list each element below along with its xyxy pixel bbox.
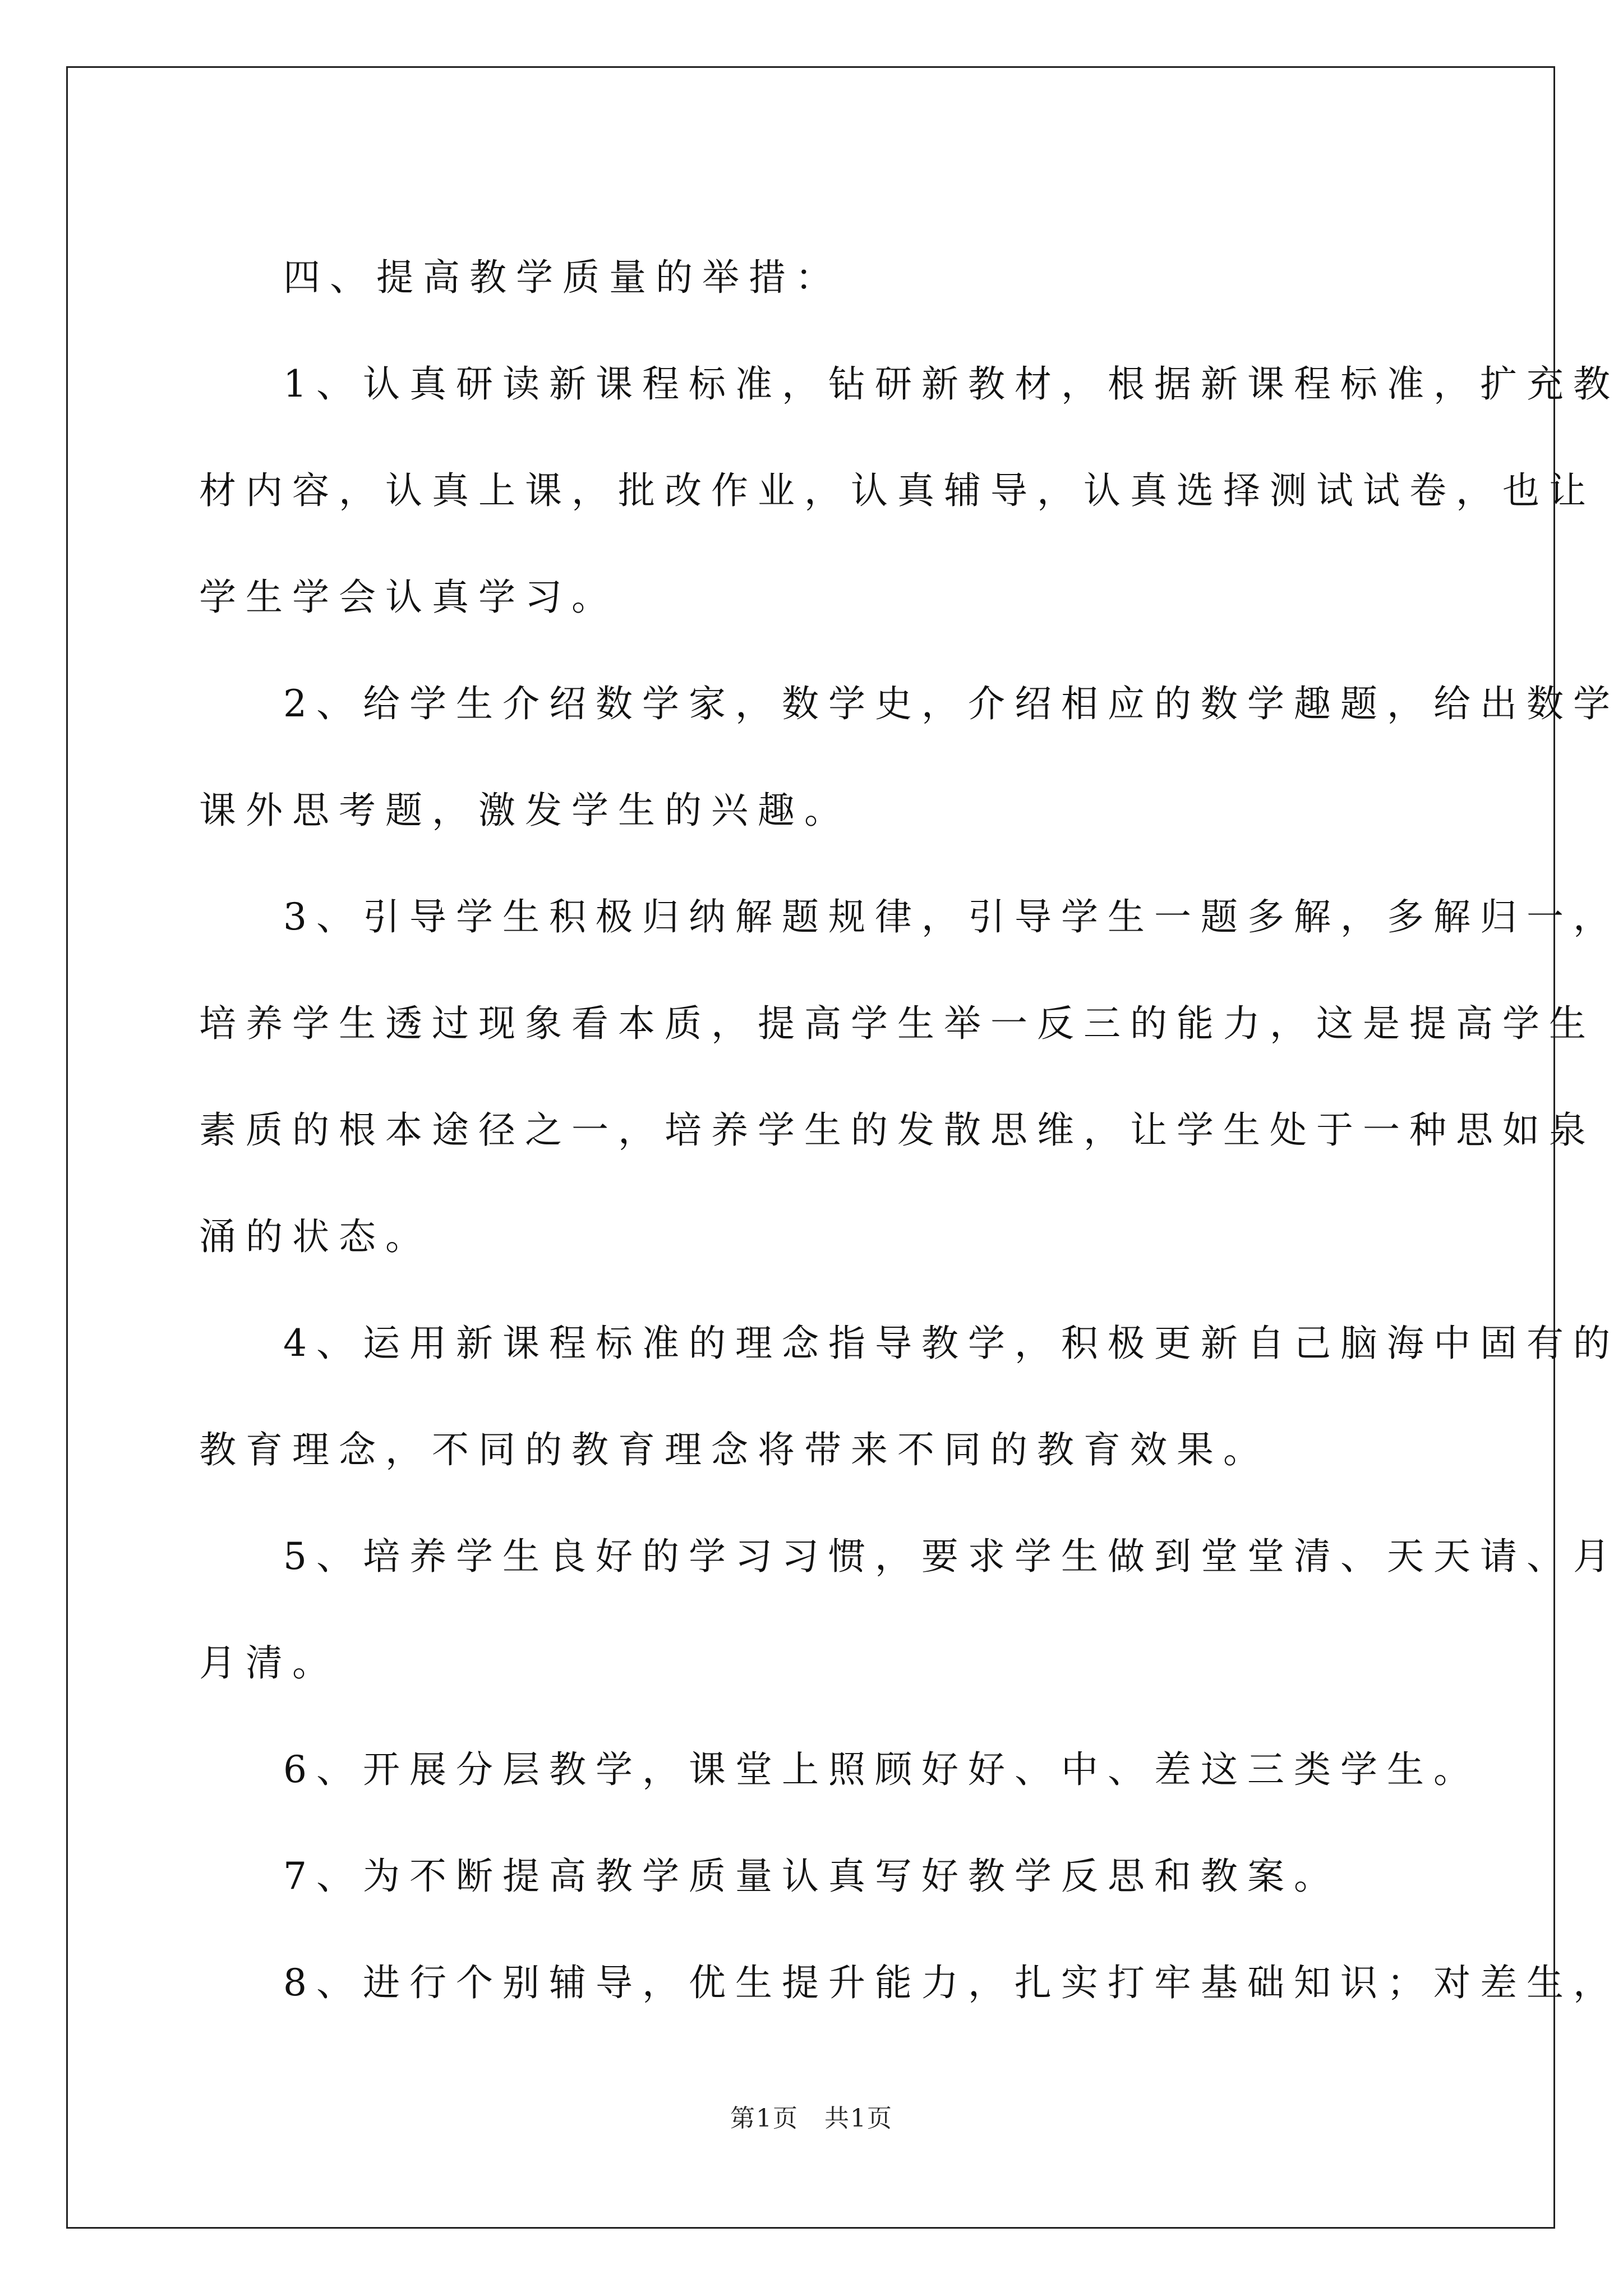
- text-line: 培养学生透过现象看本质，提高学生举一反三的能力，这是提高学生: [199, 1002, 1596, 1045]
- paragraph-4: [199, 1290, 1620, 1503]
- text-line: 涌的状态。: [199, 1215, 432, 1258]
- paragraph-3: [199, 864, 1620, 1290]
- paragraph-2: [199, 651, 1620, 864]
- text-line: 4、运用新课程标准的理念指导教学，积极更新自己脑海中固有的: [283, 1322, 1620, 1365]
- page-footer: [0, 2098, 1623, 2134]
- paragraph-7: [199, 1823, 1433, 1930]
- text-line: 6、开展分层教学，课堂上照顾好好、中、差这三类学生。: [283, 1748, 1480, 1791]
- heading-measures: [199, 224, 1433, 331]
- text-line: 3、引导学生积极归纳解题规律，引导学生一题多解，多解归一，: [283, 895, 1620, 938]
- text-line: 8、进行个别辅导，优生提升能力，扎实打牢基础知识；对差生，: [283, 1961, 1620, 2004]
- text-line: 2、给学生介绍数学家，数学史，介绍相应的数学趣题，给出数学: [283, 682, 1620, 725]
- text-line: 课外思考题，激发学生的兴趣。: [199, 789, 851, 832]
- text-line: 材内容，认真上课，批改作业，认真辅导，认真选择测试试卷，也让: [199, 469, 1596, 512]
- text-line: 教育理念，不同的教育理念将带来不同的教育效果。: [199, 1428, 1270, 1471]
- text-line: 7、为不断提高教学质量认真写好教学反思和教案。: [283, 1855, 1340, 1898]
- text-line: 素质的根本途径之一，培养学生的发散思维，让学生处于一种思如泉: [199, 1108, 1596, 1152]
- page-number: 第1页 共1页: [730, 2104, 893, 2133]
- text-line: 1、认真研读新课程标准，钻研新教材，根据新课程标准，扩充教: [283, 362, 1620, 406]
- paragraph-8: [199, 1930, 1620, 2036]
- text-line: 5、培养学生良好的学习习惯，要求学生做到堂堂清、天天请、月: [283, 1535, 1620, 1578]
- paragraph-5: [199, 1503, 1620, 1717]
- document-body: [199, 224, 1620, 2036]
- text-line: 学生学会认真学习。: [199, 576, 618, 619]
- text-line: 月清。: [199, 1641, 339, 1685]
- paragraph-1: [199, 331, 1620, 651]
- paragraph-6: [199, 1717, 1480, 1823]
- text-line: 四、提高教学质量的举措：: [283, 256, 842, 299]
